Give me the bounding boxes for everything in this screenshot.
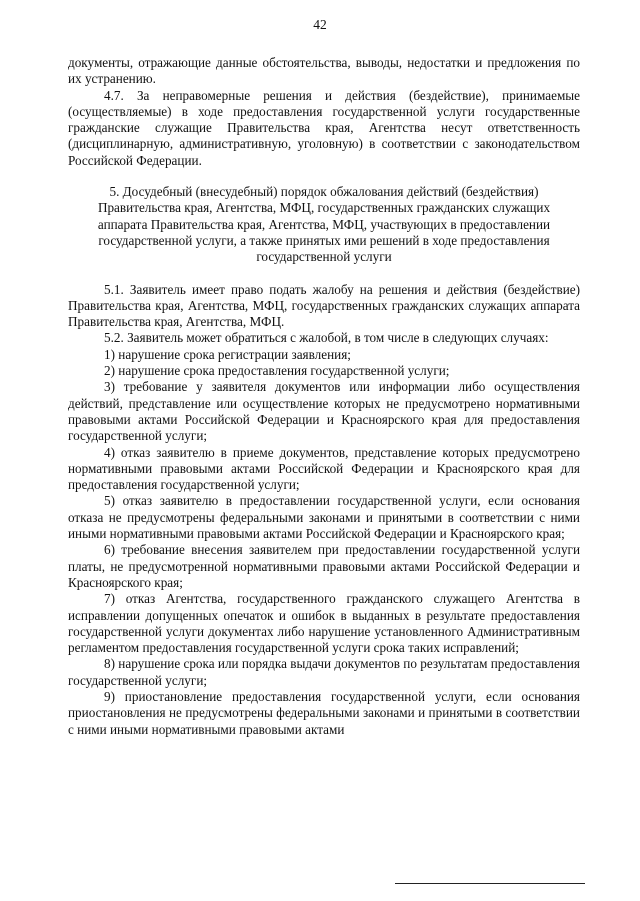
list-item-3: 3) требование у заявителя документов или информации либо осуществления действий, представление или осуществление которых не предусмотрено нормативными правовыми актами Российской Федерации и Красноярского края для предоставления государственной услуги; [68,379,580,444]
document-body [68,55,580,738]
page-number: 42 [313,17,327,32]
list-item-7: 7) отказ Агентства, государственного гражданского служащего Агентства в исправлении допущенных опечаток и ошибок в выданных в результате предоставления государственной услуги документах либо нарушение установленного Административным регламентом предоставления государственной услуги срока таких исправлений; [68,591,580,656]
paragraph-5-2: 5.2. Заявитель может обратиться с жалобой, в том числе в следующих случаях: [104,330,549,346]
list-item-2: 2) нарушение срока предоставления государственной услуги; [104,363,450,379]
footer-divider-line [395,883,585,884]
section-heading-5: 5. Досудебный (внесудебный) порядок обжалования действий (бездействия) Правительства края, Агентства, МФЦ, государственных гражданских служащих аппарата Правительства края, Агентства, МФЦ, участвующих в предоставлении государственной услуги, а также принятых ими решений в ходе предоставления государственной услуги [97,184,551,265]
list-item-5: 5) отказ заявителю в предоставлении государственной услуги, если основания отказа не предусмотрены федеральными законами и принятыми в соответствии с ними иными нормативными правовыми актами Российской Федерации и Красноярского края; [68,493,580,542]
list-item-4: 4) отказ заявителю в приеме документов, представление которых предусмотрено нормативными правовыми актами Российской Федерации и Красноярского края для предоставления государственной услуги; [68,444,580,493]
list-item-1: 1) нарушение срока регистрации заявления; [104,346,351,362]
paragraph-continuation: документы, отражающие данные обстоятельства, выводы, недостатки и предложения по их устранению. [68,55,580,87]
list-item-6: 6) требование внесения заявителем при предоставлении государственной услуги платы, не предусмотренной нормативными правовыми актами Российской Федерации и Красноярского края; [68,542,580,590]
list-item-8: 8) нарушение срока или порядка выдачи документов по результатам предоставления государственной услуги; [68,656,580,688]
paragraph-5-1: 5.1. Заявитель имеет право подать жалобу на решения и действия (бездействие) Правительства края, Агентства, МФЦ, государственных гражданских служащих аппарата Правительства края, Агентства, МФЦ. [68,281,580,330]
paragraph-4-7: 4.7. За неправомерные решения и действия (бездействие), принимаемые (осуществляемые) в ходе предоставления государственной услуги государственные гражданские служащие Правительства края, Агентства несут ответственность (дисциплинарную, административную, уголовную) в соответствии с законодательством Российской Федерации. [68,87,580,168]
list-item-9: 9) приостановление предоставления государственной услуги, если основания приостановления не предусмотрены федеральными законами и принятыми в соответствии с ними иными нормативными правовыми актами [68,688,580,737]
